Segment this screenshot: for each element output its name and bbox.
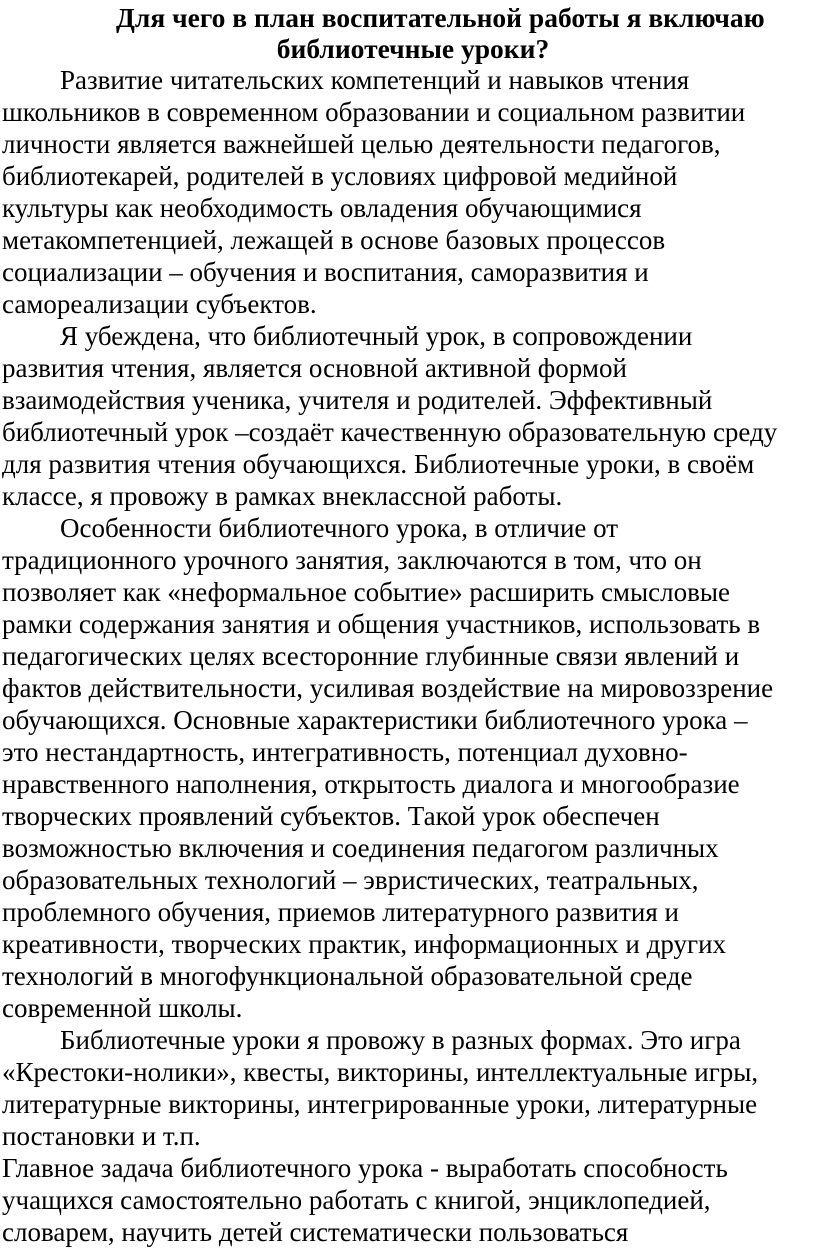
text-line: социализации – обучения и воспитания, саморазвития и [2,257,649,287]
text-line: литературные викторины, интегрированные уроки, литературные [2,1089,758,1119]
text-line: классе, я провожу в рамках внеклассной работы. [2,481,563,511]
text-line: взаимодействия ученика, учителя и родителей. Эффективный [2,385,713,415]
paragraph [0,1152,816,1248]
text-line: Главное задача библиотечного урока - выработать способность [2,1153,728,1183]
document-body [0,64,816,1248]
text-line: самореализации субъектов. [2,289,317,319]
paragraph [0,64,816,320]
paragraph [0,320,816,512]
text-line: личности является важнейшей целью деятельности педагогов, [2,129,721,159]
text-line: фактов действительности, усиливая воздействие на мировоззрение [2,673,774,703]
text-line: Особенности библиотечного урока, в отличие от [60,513,619,543]
text-line: проблемного обучения, приемов литературного развития и [2,897,679,927]
title-line: Для чего в план воспитательной работы я включаю [116,2,765,33]
text-line: постановки и т.п. [2,1121,201,1151]
text-line: возможностью включения и соединения педагогом различных [2,833,719,863]
paragraph [0,512,816,1024]
title-line: библиотечные уроки? [276,33,550,64]
text-line: учащихся самостоятельно работать с книгой, энциклопедией, [2,1185,711,1215]
text-line: технологий в многофункциональной образовательной среде [2,961,693,991]
text-line: развития чтения, является основной активной формой [2,353,627,383]
text-line: это нестандартность, интегративность, потенциал духовно- [2,737,688,767]
text-line: традиционного урочного занятия, заключаются в том, что он [2,545,702,575]
document-title [112,2,765,64]
paragraph [0,1024,816,1152]
text-line: «Крестоки-нолики», квесты, викторины, интеллектуальные игры, [2,1057,759,1087]
text-line: обучающихся. Основные характеристики библиотечного урока – [2,705,748,735]
text-line: Развитие читательских компетенций и навыков чтения [60,65,690,95]
text-line: Библиотечные уроки я провожу в разных формах. Это игра [60,1025,741,1055]
text-line: креативности, творческих практик, информационных и других [2,929,727,959]
text-line: современной школы. [2,993,243,1023]
text-line: культуры как необходимость овладения обучающимися [2,193,642,223]
text-line: библиотекарей, родителей в условиях цифровой медийной [2,161,678,191]
text-line: позволяет как «неформальное событие» расширить смысловые [2,577,730,607]
text-line: рамки содержания занятия и общения участников, использовать в [2,609,761,639]
text-line: творческих проявлений субъектов. Такой урок обеспечен [2,801,660,831]
text-line: словарем, научить детей систематически пользоваться [2,1217,629,1247]
text-line: метакомпетенцией, лежащей в основе базовых процессов [2,225,666,255]
text-line: библиотечный урок –создаёт качественную образовательную среду [2,417,778,447]
text-line: Я убеждена, что библиотечный урок, в сопровождении [60,321,693,351]
text-line: школьников в современном образовании и социальном развитии [2,97,746,127]
text-line: нравственного наполнения, открытость диалога и многообразие [2,769,740,799]
text-line: педагогических целях всесторонние глубинные связи явлений и [2,641,740,671]
text-line: для развития чтения обучающихся. Библиотечные уроки, в своём [2,449,755,479]
text-line: образовательных технологий – эвристических, театральных, [2,865,699,895]
